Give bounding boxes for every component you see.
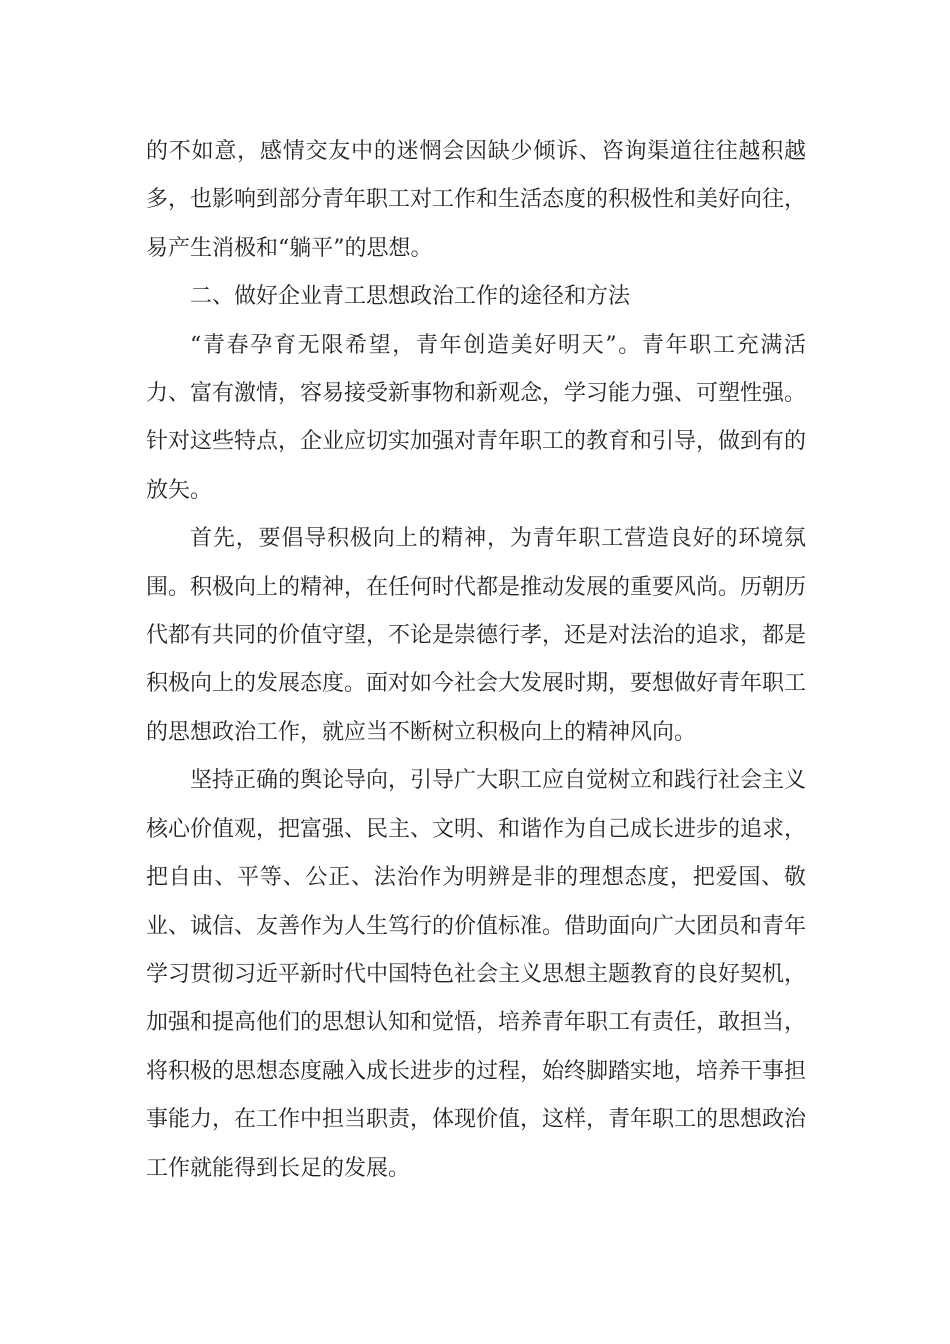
paragraph-guidance: 坚持正确的舆论导向，引导广大职工应自觉树立和践行社会主义核心价值观，把富强、民主、文明、和谐作为自己成长进步的追求，把自由、平等、公正、法治作为明辨是非的理想态度，把爱国、敬业、诚信、友善作为人生笃行的价值标准。借助面向广大团员和青年学习贯彻习近平新时代中国特色社会主义思想主题教育的良好契机，加强和提高他们的思想认知和觉悟，培养青年职工有责任，敢担当，将积极的思想态度融入成长进步的过程，始终脚踏实地，培养干事担事能力，在工作中担当职责，体现价值，这样，青年职工的思想政治工作就能得到长足的发展。 bbox=[146, 768, 807, 1181]
paragraph-first-point: 首先，要倡导积极向上的精神，为青年职工营造良好的环境氛围。积极向上的精神，在任何时代都是推动发展的重要风尚。历朝历代都有共同的价值守望，不论是崇德行孝，还是对法治的追求，都是积极向上的发展态度。面对如今社会大发展时期，要想做好青年职工的思想政治工作，就应当不断树立积极向上的精神风向。 bbox=[146, 526, 807, 745]
paragraph-quote: “青春孕育无限希望，青年创造美好明天”。青年职工充满活力、富有激情，容易接受新事物和新观念，学习能力强、可塑性强。针对这些特点，企业应切实加强对青年职工的教育和引导，做到有的放矢。 bbox=[146, 332, 807, 503]
paragraph-continuation: 的不如意，感情交友中的迷惘会因缺少倾诉、咨询渠道往往越积越多，也影响到部分青年职工对工作和生活态度的积极性和美好向往，易产生消极和“躺平”的思想。 bbox=[146, 139, 807, 261]
body-text bbox=[146, 128, 806, 1193]
section-heading: 二、做好企业青工思想政治工作的途径和方法 bbox=[190, 284, 631, 310]
